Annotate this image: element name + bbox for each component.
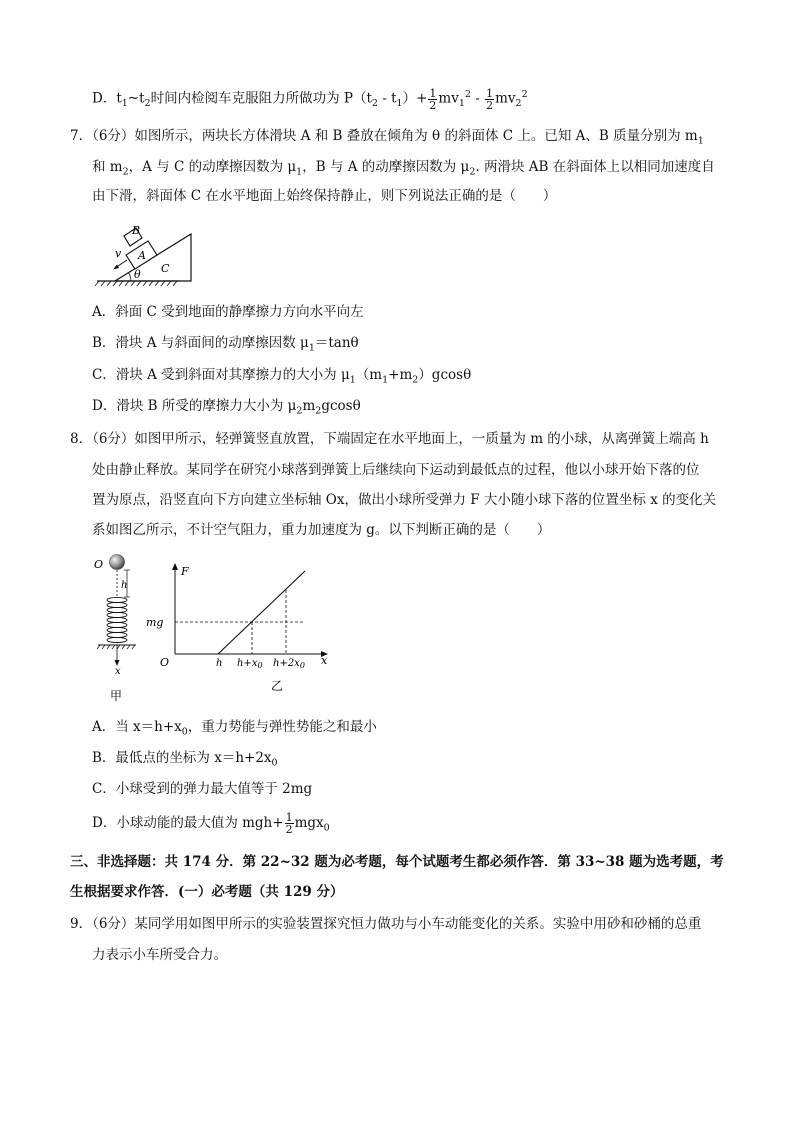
q9-stem-line1: 9．（6分）某同学用如图甲所示的实验装置探究恒力做功与小车动能变化的关系。实验中用砂和砂桶的总重	[70, 916, 702, 932]
fraction-half-2: $\frac{1}{2}$	[486, 86, 494, 112]
q7-option-d: D．滑块 B 所受的摩擦力大小为 $\mu_2m_2gcos\theta$	[92, 398, 361, 417]
yi-tick-h-x0: $h+x_0$	[237, 658, 263, 670]
section3-heading-line2: 生根据要求作答．(一）必考题（共 129 分）	[70, 884, 344, 900]
yi-label-f: F	[181, 565, 189, 578]
q7-stem-line2: 和 $m_2$，A 与 C 的动摩擦因数为 $\mu_1$，B 与 A 的动摩擦因数为 $\mu_2$. 两滑块 AB 在斜面体上以相同加速度自	[92, 159, 715, 178]
fraction-half-1: $\frac{1}{2}$	[429, 86, 437, 112]
q9-stem-line2: 力表示小车所受合力。	[92, 947, 227, 963]
yi-tick-h: h	[216, 658, 223, 669]
q8-stem-line3: 置为原点，沿竖直向下方向建立坐标轴 Ox，做出小球所受弹力 F 大小随小球下落的位置坐标 x 的变化关	[92, 492, 717, 508]
q8-figure-yi	[140, 556, 340, 698]
yi-tick-h-2x0: $h+2x_0$	[273, 658, 305, 670]
label-b: B	[132, 224, 141, 237]
q8-stem-line4: 系如图乙所示，不计空气阻力，重力加速度为 g。以下判断正确的是（ ）	[92, 522, 551, 538]
label-c: C	[161, 262, 170, 275]
q7-option-b: B．滑块 A 与斜面间的动摩擦因数 $\mu_1=\tan\theta$	[92, 335, 359, 354]
jia-label-o: O	[94, 558, 104, 571]
q7-stem-line3: 由下滑，斜面体 C 在水平地面上始终保持静止，则下列说法正确的是（ ）	[92, 188, 557, 204]
yi-label-x: x	[321, 654, 328, 667]
label-a: A	[138, 249, 146, 262]
label-v: v	[115, 247, 122, 260]
jia-label-x: x	[115, 666, 121, 677]
q7-stem-line1: 7．（6分）如图所示，两块长方体滑块 A 和 B 叠放在倾角为 θ 的斜面体 C 上。已知 A、B 质量分别为 $m_1$	[70, 128, 704, 147]
q8-option-b: B．最低点的坐标为 $x=h+2x_0$	[92, 750, 278, 769]
q8-option-c: C．小球受到的弹力最大值等于 2mg	[92, 781, 313, 797]
yi-f-arrowhead	[172, 563, 178, 570]
force-line	[218, 571, 305, 654]
q8-stem-line2: 处由静止释放。某同学在研究小球落到弹簧上后继续向下运动到最低点的过程，他以小球开始下落的位	[92, 462, 700, 478]
yi-label-o: O	[160, 656, 170, 669]
spring-coils	[107, 597, 127, 642]
q7-option-c: C．滑块 A 受到斜面对其摩擦力的大小为 $\mu_1(m_1+m_2)gcos\theta$	[92, 367, 472, 386]
ball-shape	[110, 555, 125, 570]
q8-option-a: A．当 $x=h+x_0$，重力势能与弹性势能之和最小	[92, 719, 377, 738]
q8-figure-jia	[88, 548, 148, 706]
velocity-arrowhead	[113, 265, 119, 270]
prev-option-d: D．$t_1\sim t_2$时间内检阅车克服阻力所做功为 $P(t_2 - t_1)+$ $\frac{1}{2}$ $mv_1^2$ - $\frac{1}{2}$ $mv_2^2$	[92, 86, 528, 112]
section3-heading-line1: 三、非选择题：共 174 分．第 22~32 题为必考题，每个试题考生都必须作答．第 33~38 题为选考题，考	[70, 854, 724, 870]
jia-label-h: h	[121, 580, 128, 591]
jia-caption: 甲	[110, 689, 123, 703]
label-theta: θ	[134, 268, 141, 281]
q8-stem-line1: 8．（6分）如图甲所示，轻弹簧竖直放置，下端固定在水平地面上，一质量为 m 的小球，从离弹簧上端高 h	[70, 431, 709, 447]
q7-option-a: A．斜面 C 受到地面的静摩擦力方向水平向左	[92, 304, 364, 320]
yi-caption: 乙	[271, 679, 284, 693]
q7-incline-figure	[95, 212, 205, 290]
fraction-half-3: $\frac{1}{2}$	[285, 811, 293, 836]
yi-label-mg: mg	[146, 616, 164, 629]
q8-option-d: D．小球动能的最大值为 mgh+ $\frac{1}{2}$ mgx$_0$	[92, 811, 330, 836]
